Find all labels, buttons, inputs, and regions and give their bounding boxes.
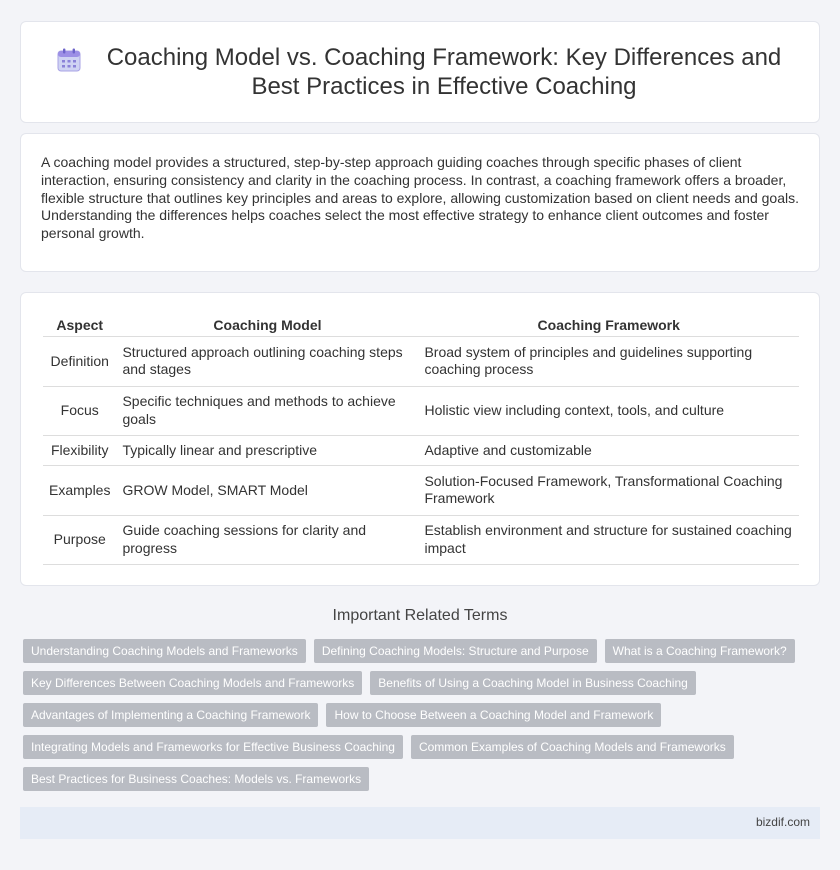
cell-model: GROW Model, SMART Model [116,466,418,516]
cell-framework: Solution-Focused Framework, Transformational Coaching Framework [418,466,799,516]
footer [20,807,820,839]
related-terms-title: Important Related Terms [332,607,508,624]
intro-card [20,133,820,272]
header-coaching-framework: Coaching Framework [418,315,799,337]
table-row [43,436,799,466]
related-term-tag[interactable]: Defining Coaching Models: Structure and Purpose [314,639,597,663]
cell-framework: Establish environment and structure for sustained coaching impact [418,515,799,565]
table-row [43,515,799,565]
related-term-tag[interactable]: What is a Coaching Framework? [605,639,795,663]
header-card [20,21,820,123]
cell-model: Typically linear and prescriptive [116,436,418,466]
cell-aspect: Purpose [43,515,116,565]
related-term-tag[interactable]: Common Examples of Coaching Models and Frameworks [411,735,734,759]
related-term-tag[interactable]: Integrating Models and Frameworks for Effective Business Coaching [23,735,403,759]
related-term-tag[interactable]: Advantages of Implementing a Coaching Framework [23,703,318,727]
cell-aspect: Definition [43,337,116,387]
related-terms-list [23,639,813,791]
header-coaching-model: Coaching Model [116,315,418,337]
cell-model: Guide coaching sessions for clarity and progress [116,515,418,565]
header-aspect: Aspect [43,315,116,337]
table-row [43,386,799,436]
related-term-tag[interactable]: Best Practices for Business Coaches: Models vs. Frameworks [23,767,369,791]
table-row [43,337,799,387]
calendar-icon [56,47,82,73]
cell-framework: Holistic view including context, tools, and culture [418,386,799,436]
table-row [43,466,799,516]
page-title: Coaching Model vs. Coaching Framework: Key Differences and Best Practices in Effective Coaching [106,44,782,100]
cell-framework: Broad system of principles and guidelines supporting coaching process [418,337,799,387]
cell-model: Specific techniques and methods to achieve goals [116,386,418,436]
related-term-tag[interactable]: Key Differences Between Coaching Models and Frameworks [23,671,362,695]
cell-aspect: Focus [43,386,116,436]
related-term-tag[interactable]: How to Choose Between a Coaching Model and Framework [326,703,661,727]
header [21,43,819,101]
cell-aspect: Examples [43,466,116,516]
comparison-table [43,315,799,565]
related-term-tag[interactable]: Understanding Coaching Models and Frameworks [23,639,306,663]
cell-model: Structured approach outlining coaching steps and stages [116,337,418,387]
cell-framework: Adaptive and customizable [418,436,799,466]
table-header-row [43,315,799,337]
related-term-tag[interactable]: Benefits of Using a Coaching Model in Business Coaching [370,671,696,695]
cell-aspect: Flexibility [43,436,116,466]
comparison-table-card [20,292,820,586]
intro-paragraph: A coaching model provides a structured, step-by-step approach guiding coaches through specific phases of client interaction, ensuring consistency and clarity in the coaching process. In contrast, a coaching framework offers a broader, flexible structure that outlines key principles and areas to explore, allowing customization based on client needs and goals. Understanding the differences helps coaches select the most effective strategy to enhance client outcomes and foster personal growth. [41,154,799,242]
footer-site-link[interactable]: bizdif.com [755,815,810,829]
